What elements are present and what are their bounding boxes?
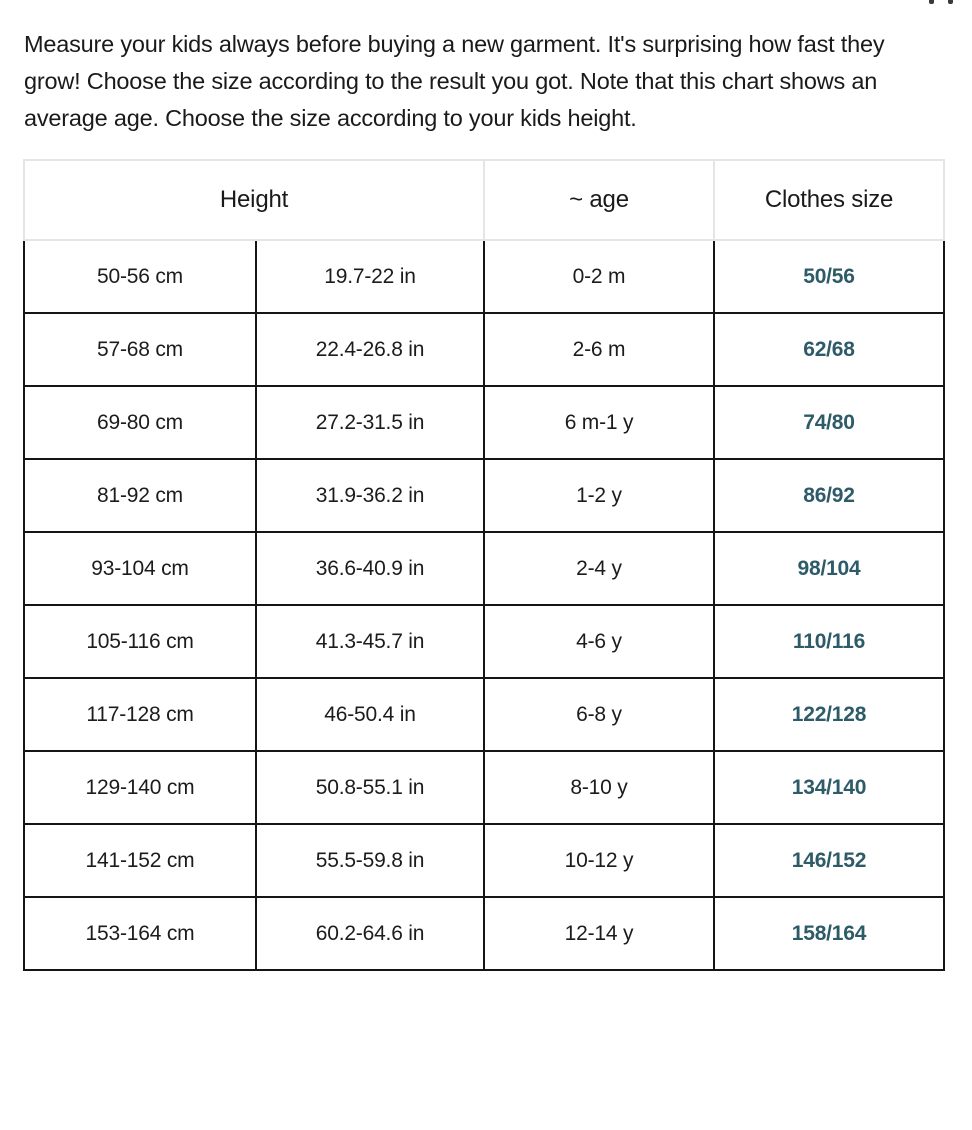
age-cell: 2-6 m [484,313,714,386]
table-row [24,386,944,459]
clothes-size-cell: 74/80 [714,386,944,459]
clothes-size-cell: 98/104 [714,532,944,605]
header-row [24,160,944,240]
table-row [24,240,944,313]
height-cm-cell: 93-104 cm [24,532,256,605]
height-in-cell: 22.4-26.8 in [256,313,484,386]
cropped-ui-fragment [0,0,972,6]
clothes-size-cell: 50/56 [714,240,944,313]
age-cell: 0-2 m [484,240,714,313]
height-cm-cell: 50-56 cm [24,240,256,313]
height-in-cell: 36.6-40.9 in [256,532,484,605]
age-cell: 6-8 y [484,678,714,751]
height-cm-cell: 117-128 cm [24,678,256,751]
header-clothes-size: Clothes size [714,160,944,240]
age-cell: 6 m-1 y [484,386,714,459]
age-cell: 12-14 y [484,897,714,970]
height-cm-cell: 57-68 cm [24,313,256,386]
cropped-glyph-fragment [948,0,953,4]
height-in-cell: 41.3-45.7 in [256,605,484,678]
clothes-size-cell: 134/140 [714,751,944,824]
table-row [24,459,944,532]
header-age: ~ age [484,160,714,240]
height-cm-cell: 141-152 cm [24,824,256,897]
height-cm-cell: 105-116 cm [24,605,256,678]
clothes-size-cell: 158/164 [714,897,944,970]
table-row [24,751,944,824]
table-row [24,897,944,970]
height-in-cell: 46-50.4 in [256,678,484,751]
table-row [24,313,944,386]
height-in-cell: 55.5-59.8 in [256,824,484,897]
header-height: Height [24,160,484,240]
table-row [24,532,944,605]
age-cell: 10-12 y [484,824,714,897]
height-cm-cell: 81-92 cm [24,459,256,532]
age-cell: 1-2 y [484,459,714,532]
age-cell: 4-6 y [484,605,714,678]
height-in-cell: 50.8-55.1 in [256,751,484,824]
height-cm-cell: 69-80 cm [24,386,256,459]
height-in-cell: 19.7-22 in [256,240,484,313]
age-cell: 8-10 y [484,751,714,824]
height-cm-cell: 153-164 cm [24,897,256,970]
height-in-cell: 27.2-31.5 in [256,386,484,459]
clothes-size-cell: 146/152 [714,824,944,897]
intro-paragraph: Measure your kids always before buying a new garment. It's surprising how fast they grow! Choose the size according to the result you got. Note that this chart shows an average age. Choose the size according to your kids height. [24,31,885,131]
height-cm-cell: 129-140 cm [24,751,256,824]
height-in-cell: 31.9-36.2 in [256,459,484,532]
clothes-size-cell: 86/92 [714,459,944,532]
table-row [24,678,944,751]
height-in-cell: 60.2-64.6 in [256,897,484,970]
table-row [24,824,944,897]
clothes-size-cell: 122/128 [714,678,944,751]
size-chart-table [23,159,945,971]
age-cell: 2-4 y [484,532,714,605]
clothes-size-cell: 62/68 [714,313,944,386]
cropped-glyph-fragment [929,0,934,4]
clothes-size-cell: 110/116 [714,605,944,678]
table-row [24,605,944,678]
